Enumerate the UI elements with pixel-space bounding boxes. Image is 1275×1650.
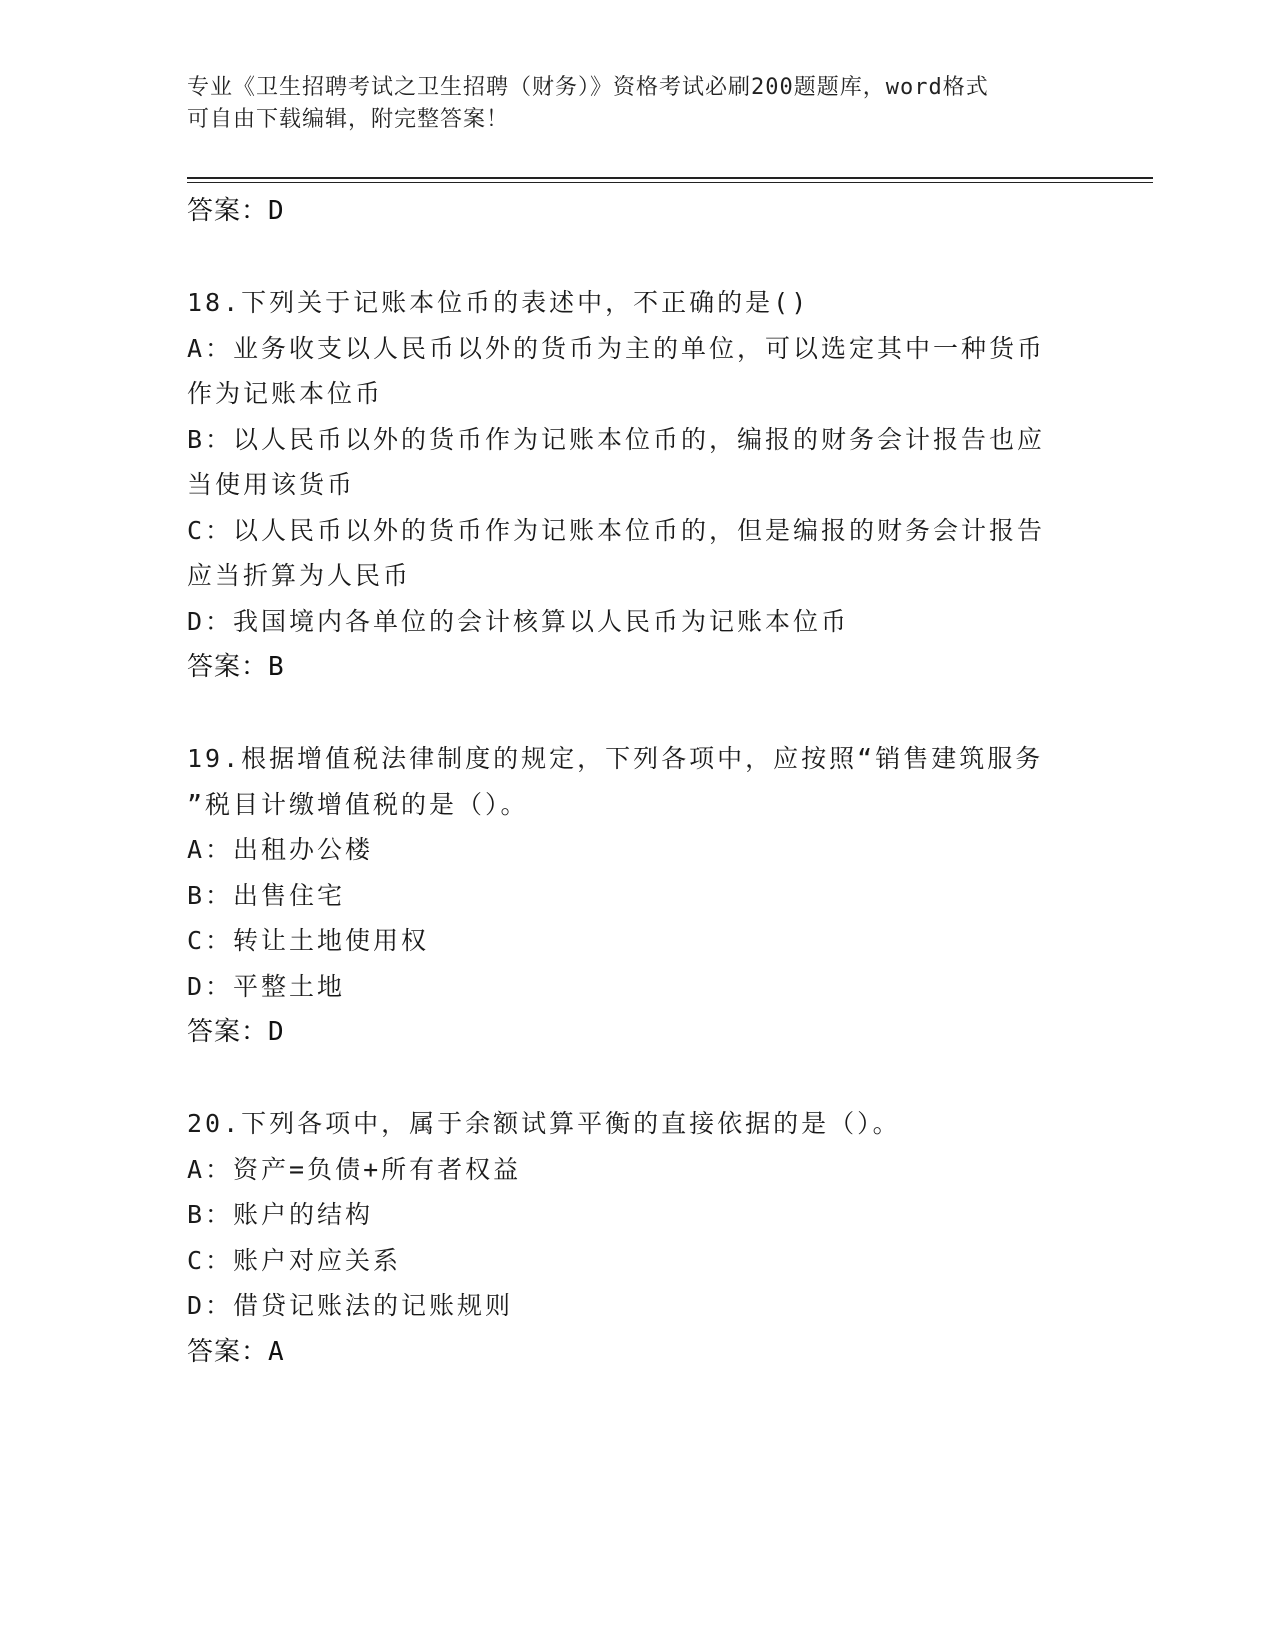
- option-b: B：账户的结构: [187, 1200, 374, 1229]
- document-header: [187, 72, 1067, 136]
- option-b: B：以人民币以外的货币作为记账本位币的，编报的财务会计报告也应: [187, 424, 1046, 454]
- header-divider-thick: [187, 177, 1153, 179]
- option-a: A：资产=负债+所有者权益: [187, 1154, 522, 1184]
- question-title: 19.根据增值税法律制度的规定，下列各项中，应按照“销售建筑服务: [187, 744, 1044, 773]
- answer-label: 答案：: [187, 1017, 269, 1047]
- answer-label: 答案：: [187, 1336, 269, 1367]
- option-c-continued: 应当折算为人民币: [187, 561, 412, 590]
- question-title-continued: ”税目计缴增值税的是（）。: [187, 789, 529, 819]
- question-20: [187, 1101, 1067, 1375]
- option-d: D：平整土地: [187, 971, 346, 1001]
- answer-label: 答案：: [187, 196, 269, 226]
- option-a: A：出租办公楼: [187, 835, 374, 864]
- question-19: [187, 736, 1067, 1055]
- question-18: [187, 280, 1067, 690]
- question-title: 20.下列各项中，属于余额试算平衡的直接依据的是（）。: [187, 1109, 901, 1138]
- option-d: D：借贷记账法的记账规则: [187, 1291, 514, 1320]
- answer-label: 答案：: [187, 652, 269, 682]
- header-divider-thin: [187, 182, 1153, 183]
- option-b: B：出售住宅: [187, 880, 346, 910]
- option-c: C：账户对应关系: [187, 1245, 402, 1275]
- option-c: C：以人民币以外的货币作为记账本位币的，但是编报的财务会计报告: [187, 515, 1046, 545]
- answer-line: [187, 188, 1067, 234]
- option-d: D：我国境内各单位的会计核算以人民币为记账本位币: [187, 606, 850, 636]
- answer-line: [187, 1009, 1067, 1055]
- question-title: 18.下列关于记账本位币的表述中，不正确的是(): [187, 288, 810, 317]
- option-b-continued: 当使用该货币: [187, 470, 356, 499]
- answer-value: B: [268, 652, 285, 682]
- option-a: A：业务收支以人民币以外的货币为主的单位，可以选定其中一种货币: [187, 333, 1046, 363]
- answer-value: D: [268, 196, 285, 226]
- header-line-2: 可自由下载编辑，附完整答案！: [187, 107, 510, 132]
- answer-value: A: [268, 1336, 285, 1367]
- spacer: [187, 1055, 1067, 1101]
- question-content: [187, 188, 1067, 1375]
- answer-value: D: [268, 1017, 285, 1047]
- spacer: [187, 690, 1067, 736]
- answer-line: [187, 644, 1067, 690]
- answer-line: [187, 1329, 1067, 1375]
- header-line-1: 专业《卫生招聘考试之卫生招聘（财务）》资格考试必刷200题题库，word格式: [187, 75, 989, 100]
- option-a-continued: 作为记账本位币: [187, 379, 384, 408]
- spacer: [187, 234, 1067, 280]
- option-c: C：转让土地使用权: [187, 926, 430, 955]
